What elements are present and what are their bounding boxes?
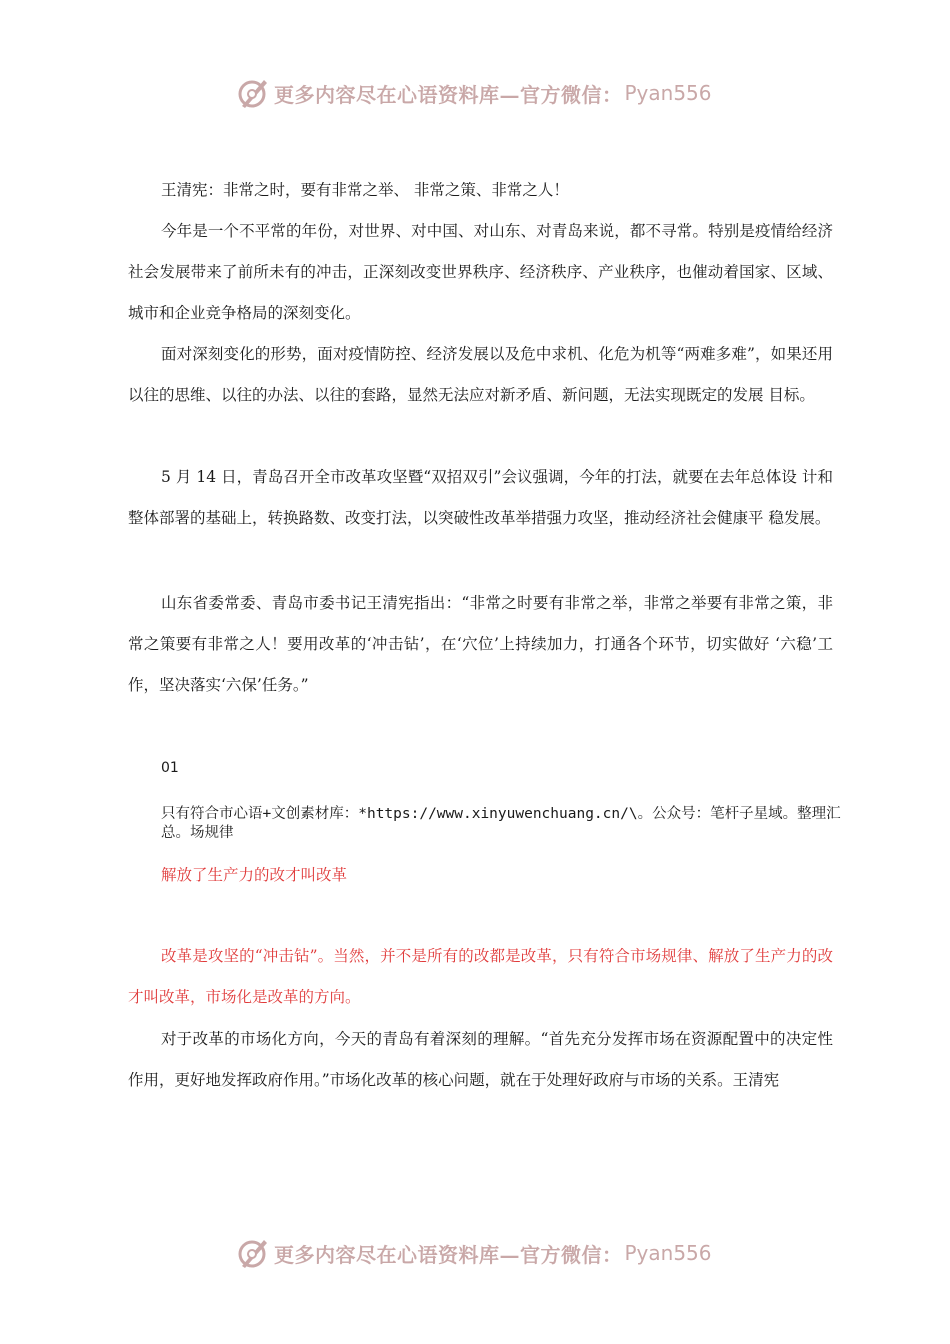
pen-logo-icon <box>236 1236 270 1270</box>
footer-watermark-banner <box>236 1233 712 1273</box>
article-title: 王清宪：非常之时，要有非常之举、 非常之策、非常之人！ <box>161 181 569 199</box>
banner-text: 更多内容尽在心语资料库—官方微信： <box>274 1242 623 1267</box>
pen-logo-icon <box>236 76 270 110</box>
highlight-paragraph: 改革是攻坚的“冲击钻”。当然，并不是所有的改都是改革，只有符合市场规律、解放了生产力的改才叫改革，市场化是改革的方向。 <box>128 947 833 1006</box>
paragraph-1: 今年是一个不平常的年份，对世界、对中国、对山东、对青岛来说，都不寻常。特别是疫情给经济社会发展带来了前所未有的冲击，正深刻改变世界秩序、经济秩序、产业秩序，也催动着国家、区域、城市和企业竞争格局的深刻变化。 <box>128 222 833 322</box>
section-heading: 解放了生产力的改才叫改革 <box>161 866 348 884</box>
header-watermark-banner <box>236 73 712 113</box>
inserted-source-line: 只有符合市心语+文创素材库：*https://www.xinyuwenchuang.cn/\。公众号：笔杆子星域。整理汇总。场规律 <box>161 806 841 841</box>
banner-wechat-id: Pyan556 <box>624 1241 712 1265</box>
banner-wechat-id: Pyan556 <box>624 81 712 105</box>
paragraph-4: 山东省委常委、青岛市委书记王清宪指出：“非常之时要有非常之举，非常之举要有非常之策，非常之策要有非常之人！要用改革的‘冲击钻’，在‘穴位’上持续加力，打通各个环节，切实做好 ‘六稳’工作，坚决落实‘六保’任务。” <box>128 594 833 694</box>
banner-text: 更多内容尽在心语资料库—官方微信： <box>274 82 623 107</box>
paragraph-2: 面对深刻变化的形势，面对疫情防控、经济发展以及危中求机、化危为机等“两难多难”，如果还用以往的思维、以往的办法、以往的套路，显然无法应对新矛盾、新问题，无法实现既定的发展 目标。 <box>128 345 833 404</box>
paragraph-3: 5 月 14 日，青岛召开全市改革攻坚暨“双招双引”会议强调，今年的打法，就要在去年总体设 计和整体部署的基础上，转换路数、改变打法，以突破性改革举措强力攻坚，推动经济社会健康平 稳发展。 <box>128 468 833 527</box>
section-number: 01 <box>161 760 179 776</box>
paragraph-5: 对于改革的市场化方向，今天的青岛有着深刻的理解。“首先充分发挥市场在资源配置中的决定性作用，更好地发挥政府作用。”市场化改革的核心问题，就在于处理好政府与市场的关系。王清宪 <box>128 1030 833 1089</box>
